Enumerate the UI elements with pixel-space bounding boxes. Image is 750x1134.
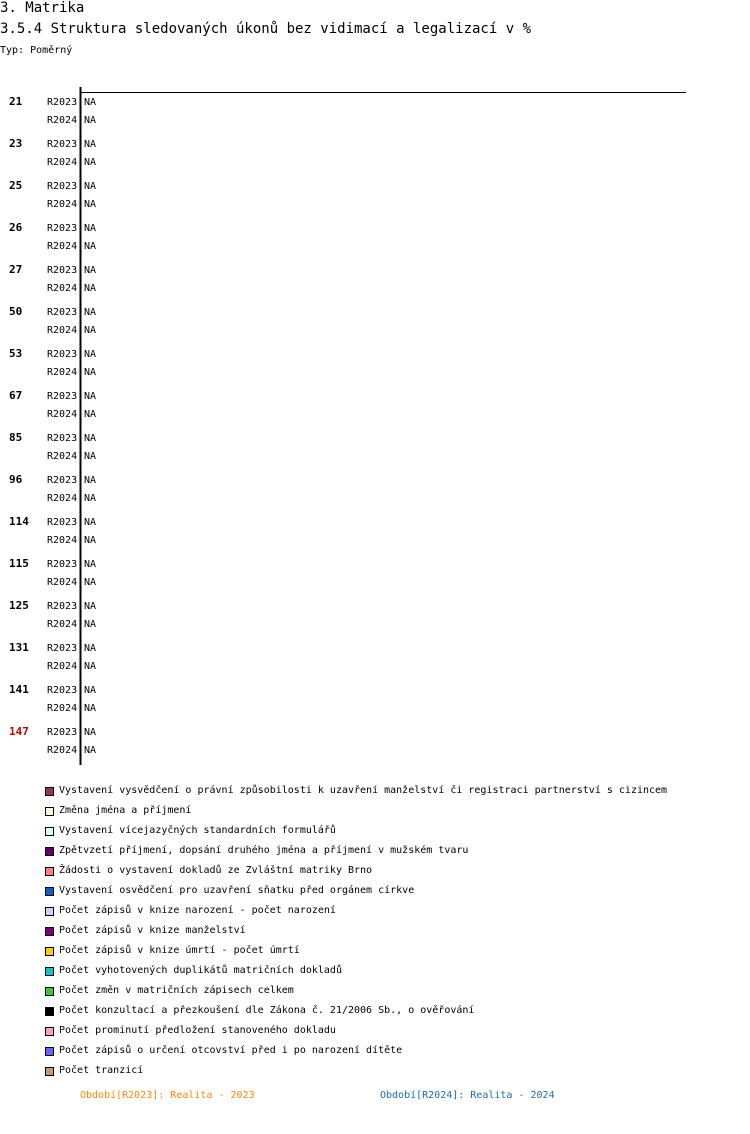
period-tick-label: R2024	[47, 703, 78, 714]
period-tick-label: R2024	[47, 367, 78, 378]
na-value-label: NA	[84, 661, 97, 672]
category-label: 85	[9, 431, 23, 444]
legend-label: Počet vyhotovených duplikátů matričních dokladů	[59, 965, 342, 976]
na-value-label: NA	[84, 139, 97, 150]
period-tick-label: R2024	[47, 325, 78, 336]
legend-swatch	[45, 927, 54, 936]
period-label-2024: Období[R2024]: Realita - 2024	[380, 1090, 555, 1101]
na-value-label: NA	[84, 643, 97, 654]
category-label: 26	[9, 221, 23, 234]
legend-swatch	[45, 807, 54, 816]
period-tick-label: R2023	[47, 475, 78, 486]
category-label: 115	[9, 557, 29, 570]
period-tick-label: R2023	[47, 559, 78, 570]
period-tick-label: R2023	[47, 97, 78, 108]
na-value-label: NA	[84, 265, 97, 276]
na-value-label: NA	[84, 391, 97, 402]
legend-label: Počet změn v matričních zápisech celkem	[59, 985, 294, 996]
legend-swatch	[45, 967, 54, 976]
legend-label: Počet konzultací a přezkoušení dle Zákona č. 21/2006 Sb., o ověřování	[59, 1005, 475, 1016]
category-label: 27	[9, 263, 23, 276]
legend-swatch	[45, 847, 54, 856]
period-tick-label: R2024	[47, 745, 78, 756]
category-label: 131	[9, 641, 29, 654]
na-value-label: NA	[84, 535, 97, 546]
na-value-label: NA	[84, 349, 97, 360]
period-tick-label: R2024	[47, 199, 78, 210]
period-tick-label: R2024	[47, 619, 78, 630]
legend-swatch	[45, 907, 54, 916]
legend-label: Vystavení osvědčení pro uzavření sňatku před orgánem církve	[59, 885, 415, 896]
category-label: 53	[9, 347, 23, 360]
period-tick-label: R2024	[47, 493, 78, 504]
legend-swatch	[45, 1067, 54, 1076]
legend-label: Zpětvzetí příjmení, dopsání druhého jména a příjmení v mužském tvaru	[59, 845, 469, 856]
period-tick-label: R2023	[47, 349, 78, 360]
legend-swatch	[45, 1027, 54, 1036]
na-value-label: NA	[84, 475, 97, 486]
na-value-label: NA	[84, 727, 97, 738]
legend-swatch	[45, 1047, 54, 1056]
legend-label: Počet zápisů v knize manželství	[59, 925, 246, 936]
period-tick-label: R2023	[47, 727, 78, 738]
period-tick-label: R2023	[47, 643, 78, 654]
period-tick-label: R2024	[47, 577, 78, 588]
chart-type-label: Typ: Poměrný	[0, 45, 73, 56]
period-tick-label: R2023	[47, 433, 78, 444]
na-value-label: NA	[84, 97, 97, 108]
period-tick-label: R2024	[47, 157, 78, 168]
legend-swatch	[45, 867, 54, 876]
na-value-label: NA	[84, 433, 97, 444]
category-label: 147	[9, 725, 29, 738]
period-tick-label: R2023	[47, 139, 78, 150]
na-value-label: NA	[84, 223, 97, 234]
period-tick-label: R2023	[47, 517, 78, 528]
na-value-label: NA	[84, 325, 97, 336]
legend-label: Počet prominutí předložení stanoveného dokladu	[59, 1025, 336, 1036]
na-value-label: NA	[84, 451, 97, 462]
period-tick-label: R2023	[47, 223, 78, 234]
na-value-label: NA	[84, 619, 97, 630]
period-tick-label: R2024	[47, 241, 78, 252]
category-label: 125	[9, 599, 29, 612]
legend-label: Počet zápisů v knize narození - počet narození	[59, 905, 336, 916]
legend-label: Počet zápisů o určení otcovství před i po narození dítěte	[59, 1045, 403, 1056]
legend-label: Počet zápisů v knize úmrtí - počet úmrtí	[59, 945, 300, 956]
legend-swatch	[45, 787, 54, 796]
period-tick-label: R2023	[47, 391, 78, 402]
na-value-label: NA	[84, 157, 97, 168]
period-tick-label: R2024	[47, 409, 78, 420]
na-value-label: NA	[84, 577, 97, 588]
category-label: 23	[9, 137, 23, 150]
period-tick-label: R2023	[47, 307, 78, 318]
period-tick-label: R2024	[47, 283, 78, 294]
na-value-label: NA	[84, 241, 97, 252]
period-tick-label: R2024	[47, 451, 78, 462]
na-value-label: NA	[84, 685, 97, 696]
na-value-label: NA	[84, 703, 97, 714]
legend-swatch	[45, 1007, 54, 1016]
legend-label: Změna jména a příjmení	[59, 805, 192, 816]
legend-label: Žádosti o vystavení dokladů ze Zvláštní matriky Brno	[59, 865, 373, 876]
category-label: 21	[9, 95, 23, 108]
na-value-label: NA	[84, 199, 97, 210]
period-tick-label: R2024	[47, 661, 78, 672]
period-tick-label: R2024	[47, 535, 78, 546]
category-label: 141	[9, 683, 29, 696]
na-value-label: NA	[84, 181, 97, 192]
period-tick-label: R2023	[47, 601, 78, 612]
period-tick-label: R2023	[47, 181, 78, 192]
period-label-2023: Období[R2023]: Realita - 2023	[80, 1090, 255, 1101]
na-value-label: NA	[84, 559, 97, 570]
period-tick-label: R2023	[47, 265, 78, 276]
na-value-label: NA	[84, 745, 97, 756]
na-value-label: NA	[84, 493, 97, 504]
na-value-label: NA	[84, 115, 97, 126]
category-label: 50	[9, 305, 23, 318]
na-value-label: NA	[84, 601, 97, 612]
category-label: 96	[9, 473, 23, 486]
period-tick-label: R2024	[47, 115, 78, 126]
section-title: 3. Matrika	[0, 0, 85, 16]
chart-title: 3.5.4 Struktura sledovaných úkonů bez vidimací a legalizací v %	[0, 21, 532, 37]
na-value-label: NA	[84, 307, 97, 318]
legend-swatch	[45, 827, 54, 836]
na-value-label: NA	[84, 367, 97, 378]
legend-swatch	[45, 887, 54, 896]
category-label: 25	[9, 179, 23, 192]
legend-swatch	[45, 987, 54, 996]
legend-label: Počet tranzicí	[59, 1065, 144, 1076]
na-value-label: NA	[84, 283, 97, 294]
legend-swatch	[45, 947, 54, 956]
category-label: 114	[9, 515, 29, 528]
na-value-label: NA	[84, 517, 97, 528]
na-value-label: NA	[84, 409, 97, 420]
legend-label: Vystavení vysvědčení o právní způsobilosti k uzavření manželství či registraci partnerství s cizincem	[59, 785, 668, 796]
category-label: 67	[9, 389, 23, 402]
period-tick-label: R2023	[47, 685, 78, 696]
legend-label: Vystavení vícejazyčných standardních formulářů	[59, 825, 336, 836]
